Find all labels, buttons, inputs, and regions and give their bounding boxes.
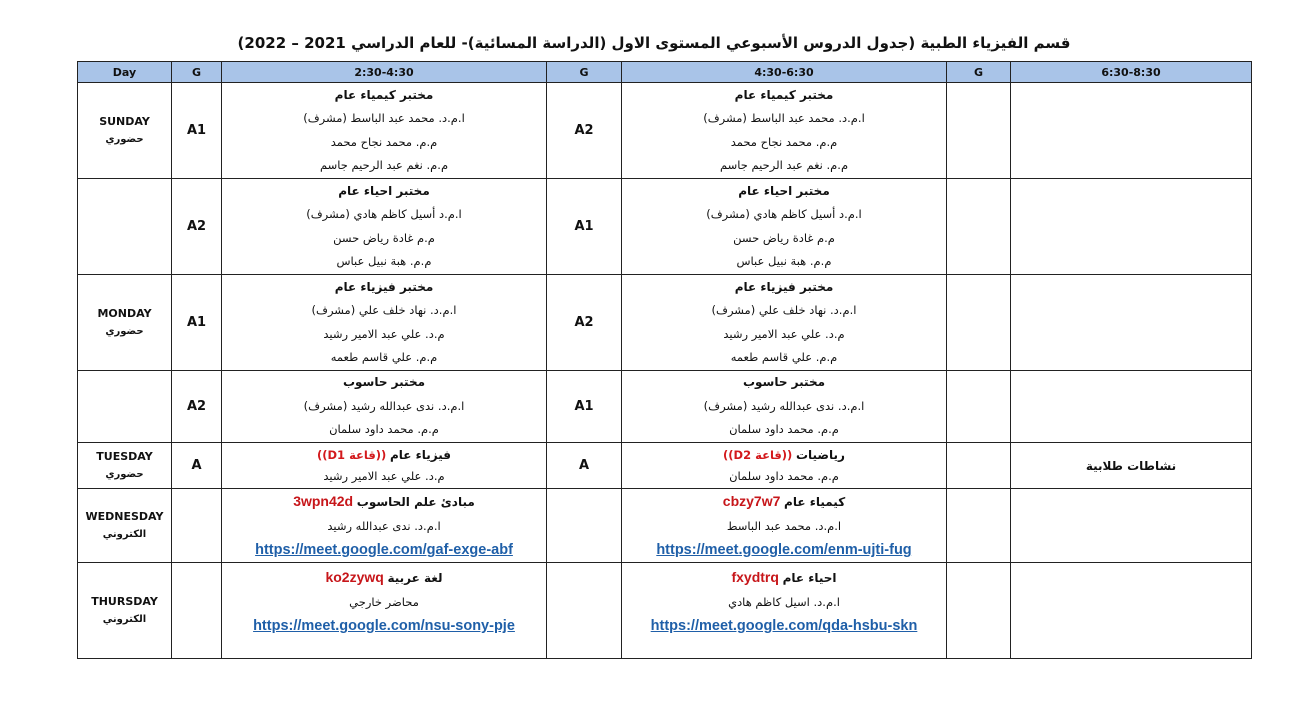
group-cell bbox=[947, 275, 1011, 371]
group-cell: A2 bbox=[172, 179, 222, 275]
day-name: WEDNESDAY bbox=[85, 509, 164, 523]
room-label: ((قاعة D2)) bbox=[723, 447, 793, 462]
session-cell bbox=[222, 563, 547, 659]
instructor: م.م. محمد داود سلمان bbox=[729, 422, 839, 437]
day-mode: الكتروني bbox=[102, 613, 147, 625]
session-cell bbox=[222, 179, 547, 275]
group-cell bbox=[947, 489, 1011, 563]
day-cell bbox=[78, 179, 172, 275]
course-name: فيزياء عام bbox=[389, 447, 451, 462]
session-cell bbox=[1011, 371, 1252, 443]
course-name: مختبر احياء عام bbox=[738, 183, 830, 198]
meet-link[interactable]: https://meet.google.com/nsu-sony-pje bbox=[253, 618, 515, 634]
day-cell bbox=[78, 489, 172, 563]
meet-link[interactable]: https://meet.google.com/qda-hsbu-skn bbox=[650, 618, 918, 634]
header-slot-2: 4:30-6:30 bbox=[622, 62, 947, 83]
course-name: مختبر فيزياء عام bbox=[334, 279, 434, 294]
table-row bbox=[78, 275, 1252, 371]
supervisor: ا.م.د أسيل كاظم هادي (مشرف) bbox=[706, 207, 862, 221]
class-code: ko2zywq bbox=[325, 569, 384, 585]
header-row bbox=[78, 62, 1252, 83]
header-slot-1: 2:30-4:30 bbox=[222, 62, 547, 83]
session-cell bbox=[1011, 179, 1252, 275]
session-cell bbox=[622, 83, 947, 179]
day-cell bbox=[78, 83, 172, 179]
instructor: م.م غادة رياض حسن bbox=[333, 230, 435, 245]
group-cell bbox=[947, 371, 1011, 443]
course-line bbox=[622, 445, 946, 466]
session-cell bbox=[222, 443, 547, 489]
instructor: م.م. علي قاسم طعمه bbox=[730, 350, 838, 364]
header-slot-3: 6:30-8:30 bbox=[1011, 62, 1252, 83]
instructor: م.م. محمد داود سلمان bbox=[729, 468, 839, 483]
instructor: م.م. هبة نبيل عباس bbox=[736, 254, 832, 268]
instructor: محاضر خارجي bbox=[349, 595, 419, 609]
course-name: مختبر فيزياء عام bbox=[734, 279, 834, 294]
class-code: fxydtrq bbox=[731, 569, 779, 585]
session-cell bbox=[222, 489, 547, 563]
session-cell bbox=[1011, 489, 1252, 563]
day-name: SUNDAY bbox=[99, 114, 150, 128]
meet-link[interactable]: https://meet.google.com/enm-ujti-fug bbox=[656, 542, 912, 558]
schedule-table bbox=[77, 61, 1252, 659]
course-line bbox=[222, 489, 546, 514]
session-cell bbox=[222, 83, 547, 179]
session-cell bbox=[1011, 83, 1252, 179]
header-group: G bbox=[947, 62, 1011, 83]
supervisor: ا.م.د أسيل كاظم هادي (مشرف) bbox=[306, 207, 462, 221]
supervisor: ا.م.د. ندى عبدالله رشيد (مشرف) bbox=[703, 398, 865, 413]
supervisor: ا.م.د. نهاد خلف علي (مشرف) bbox=[311, 303, 457, 317]
group-cell bbox=[172, 563, 222, 659]
day-cell bbox=[78, 563, 172, 659]
instructor: م.د. علي عبد الامير رشيد bbox=[323, 468, 445, 483]
course-line bbox=[622, 565, 946, 590]
course-name: مختبر كيمياء عام bbox=[734, 87, 834, 102]
instructor: ا.م.د. ندى عبدالله رشيد bbox=[327, 519, 441, 533]
course-name: كيمياء عام bbox=[784, 495, 846, 509]
instructor: م.م. محمد نجاح محمد bbox=[730, 134, 838, 149]
course-line bbox=[622, 489, 946, 514]
group-cell bbox=[947, 563, 1011, 659]
group-cell bbox=[947, 443, 1011, 489]
group-cell: A1 bbox=[172, 83, 222, 179]
supervisor: ا.م.د. محمد عبد الباسط (مشرف) bbox=[703, 111, 865, 125]
group-cell bbox=[172, 489, 222, 563]
room-label: ((قاعة D1)) bbox=[317, 447, 387, 462]
meet-link[interactable]: https://meet.google.com/gaf-exge-abf bbox=[255, 542, 513, 558]
session-cell bbox=[622, 371, 947, 443]
course-name: مختبر حاسوب bbox=[342, 375, 426, 390]
header-group: G bbox=[547, 62, 622, 83]
instructor: م.د. علي عبد الامير رشيد bbox=[323, 326, 445, 341]
table-row bbox=[78, 489, 1252, 563]
group-cell bbox=[947, 179, 1011, 275]
instructor: م.د. علي عبد الامير رشيد bbox=[723, 326, 845, 341]
session-cell bbox=[222, 275, 547, 371]
course-line bbox=[222, 445, 546, 466]
day-mode: الكتروني bbox=[102, 528, 147, 540]
instructor: ا.م.د. اسيل كاظم هادي bbox=[728, 595, 840, 609]
class-code: cbzy7w7 bbox=[722, 493, 781, 509]
instructor: م.م. محمد داود سلمان bbox=[329, 422, 439, 437]
group-cell: A2 bbox=[547, 83, 622, 179]
header-day: Day bbox=[78, 62, 172, 83]
group-cell bbox=[947, 83, 1011, 179]
page-title: قسم الفيزياء الطبية (جدول الدروس الأسبوعي المستوى الاول (الدراسة المسائية)- للعام الدراسي 2021 – 2022) bbox=[237, 34, 1071, 52]
course-name: احياء عام bbox=[782, 571, 837, 585]
instructor: م.م. علي قاسم طعمه bbox=[330, 350, 438, 364]
day-cell bbox=[78, 443, 172, 489]
day-cell bbox=[78, 371, 172, 443]
table-row bbox=[78, 179, 1252, 275]
group-cell: A1 bbox=[172, 275, 222, 371]
class-code: 3wpn42d bbox=[293, 493, 354, 509]
instructor: م.م. محمد نجاح محمد bbox=[330, 134, 438, 149]
day-name: THURSDAY bbox=[91, 594, 158, 608]
group-cell: A2 bbox=[547, 275, 622, 371]
session-cell bbox=[622, 443, 947, 489]
session-cell bbox=[1011, 275, 1252, 371]
session-cell bbox=[622, 275, 947, 371]
day-mode: حضوري bbox=[105, 133, 144, 145]
course-name: لغة عربية bbox=[387, 571, 443, 585]
table-row bbox=[78, 443, 1252, 489]
group-cell: A1 bbox=[547, 371, 622, 443]
day-cell bbox=[78, 275, 172, 371]
day-mode: حضوري bbox=[105, 325, 144, 337]
instructor: م.م. نغم عبد الرحيم جاسم bbox=[319, 158, 449, 172]
supervisor: ا.م.د. نهاد خلف علي (مشرف) bbox=[711, 303, 857, 317]
supervisor: ا.م.د. محمد عبد الباسط (مشرف) bbox=[303, 111, 465, 125]
instructor: م.م غادة رياض حسن bbox=[733, 230, 835, 245]
session-cell bbox=[1011, 563, 1252, 659]
session-cell bbox=[622, 179, 947, 275]
group-cell: A bbox=[547, 443, 622, 489]
table-row bbox=[78, 563, 1252, 659]
day-name: TUESDAY bbox=[96, 449, 153, 463]
table-row bbox=[78, 83, 1252, 179]
session-cell bbox=[222, 371, 547, 443]
course-name: مبادئ علم الحاسوب bbox=[356, 495, 475, 509]
group-cell: A1 bbox=[547, 179, 622, 275]
day-mode: حضوري bbox=[105, 468, 144, 480]
table-row bbox=[78, 371, 1252, 443]
course-name: مختبر احياء عام bbox=[338, 183, 430, 198]
instructor: م.م. هبة نبيل عباس bbox=[336, 254, 432, 268]
course-name: مختبر كيمياء عام bbox=[334, 87, 434, 102]
instructor: م.م. نغم عبد الرحيم جاسم bbox=[719, 158, 849, 172]
session-cell bbox=[622, 563, 947, 659]
group-cell: A bbox=[172, 443, 222, 489]
header-group: G bbox=[172, 62, 222, 83]
instructor: ا.م.د. محمد عبد الباسط bbox=[726, 519, 842, 533]
course-line bbox=[222, 565, 546, 590]
supervisor: ا.م.د. ندى عبدالله رشيد (مشرف) bbox=[303, 398, 465, 413]
course-name: مختبر حاسوب bbox=[742, 375, 826, 390]
day-name: MONDAY bbox=[97, 306, 152, 320]
group-cell bbox=[547, 563, 622, 659]
group-cell bbox=[547, 489, 622, 563]
session-cell bbox=[622, 489, 947, 563]
group-cell: A2 bbox=[172, 371, 222, 443]
course-name: رياضيات bbox=[795, 447, 845, 462]
activity-cell: نشاطات طلابية bbox=[1011, 443, 1252, 489]
